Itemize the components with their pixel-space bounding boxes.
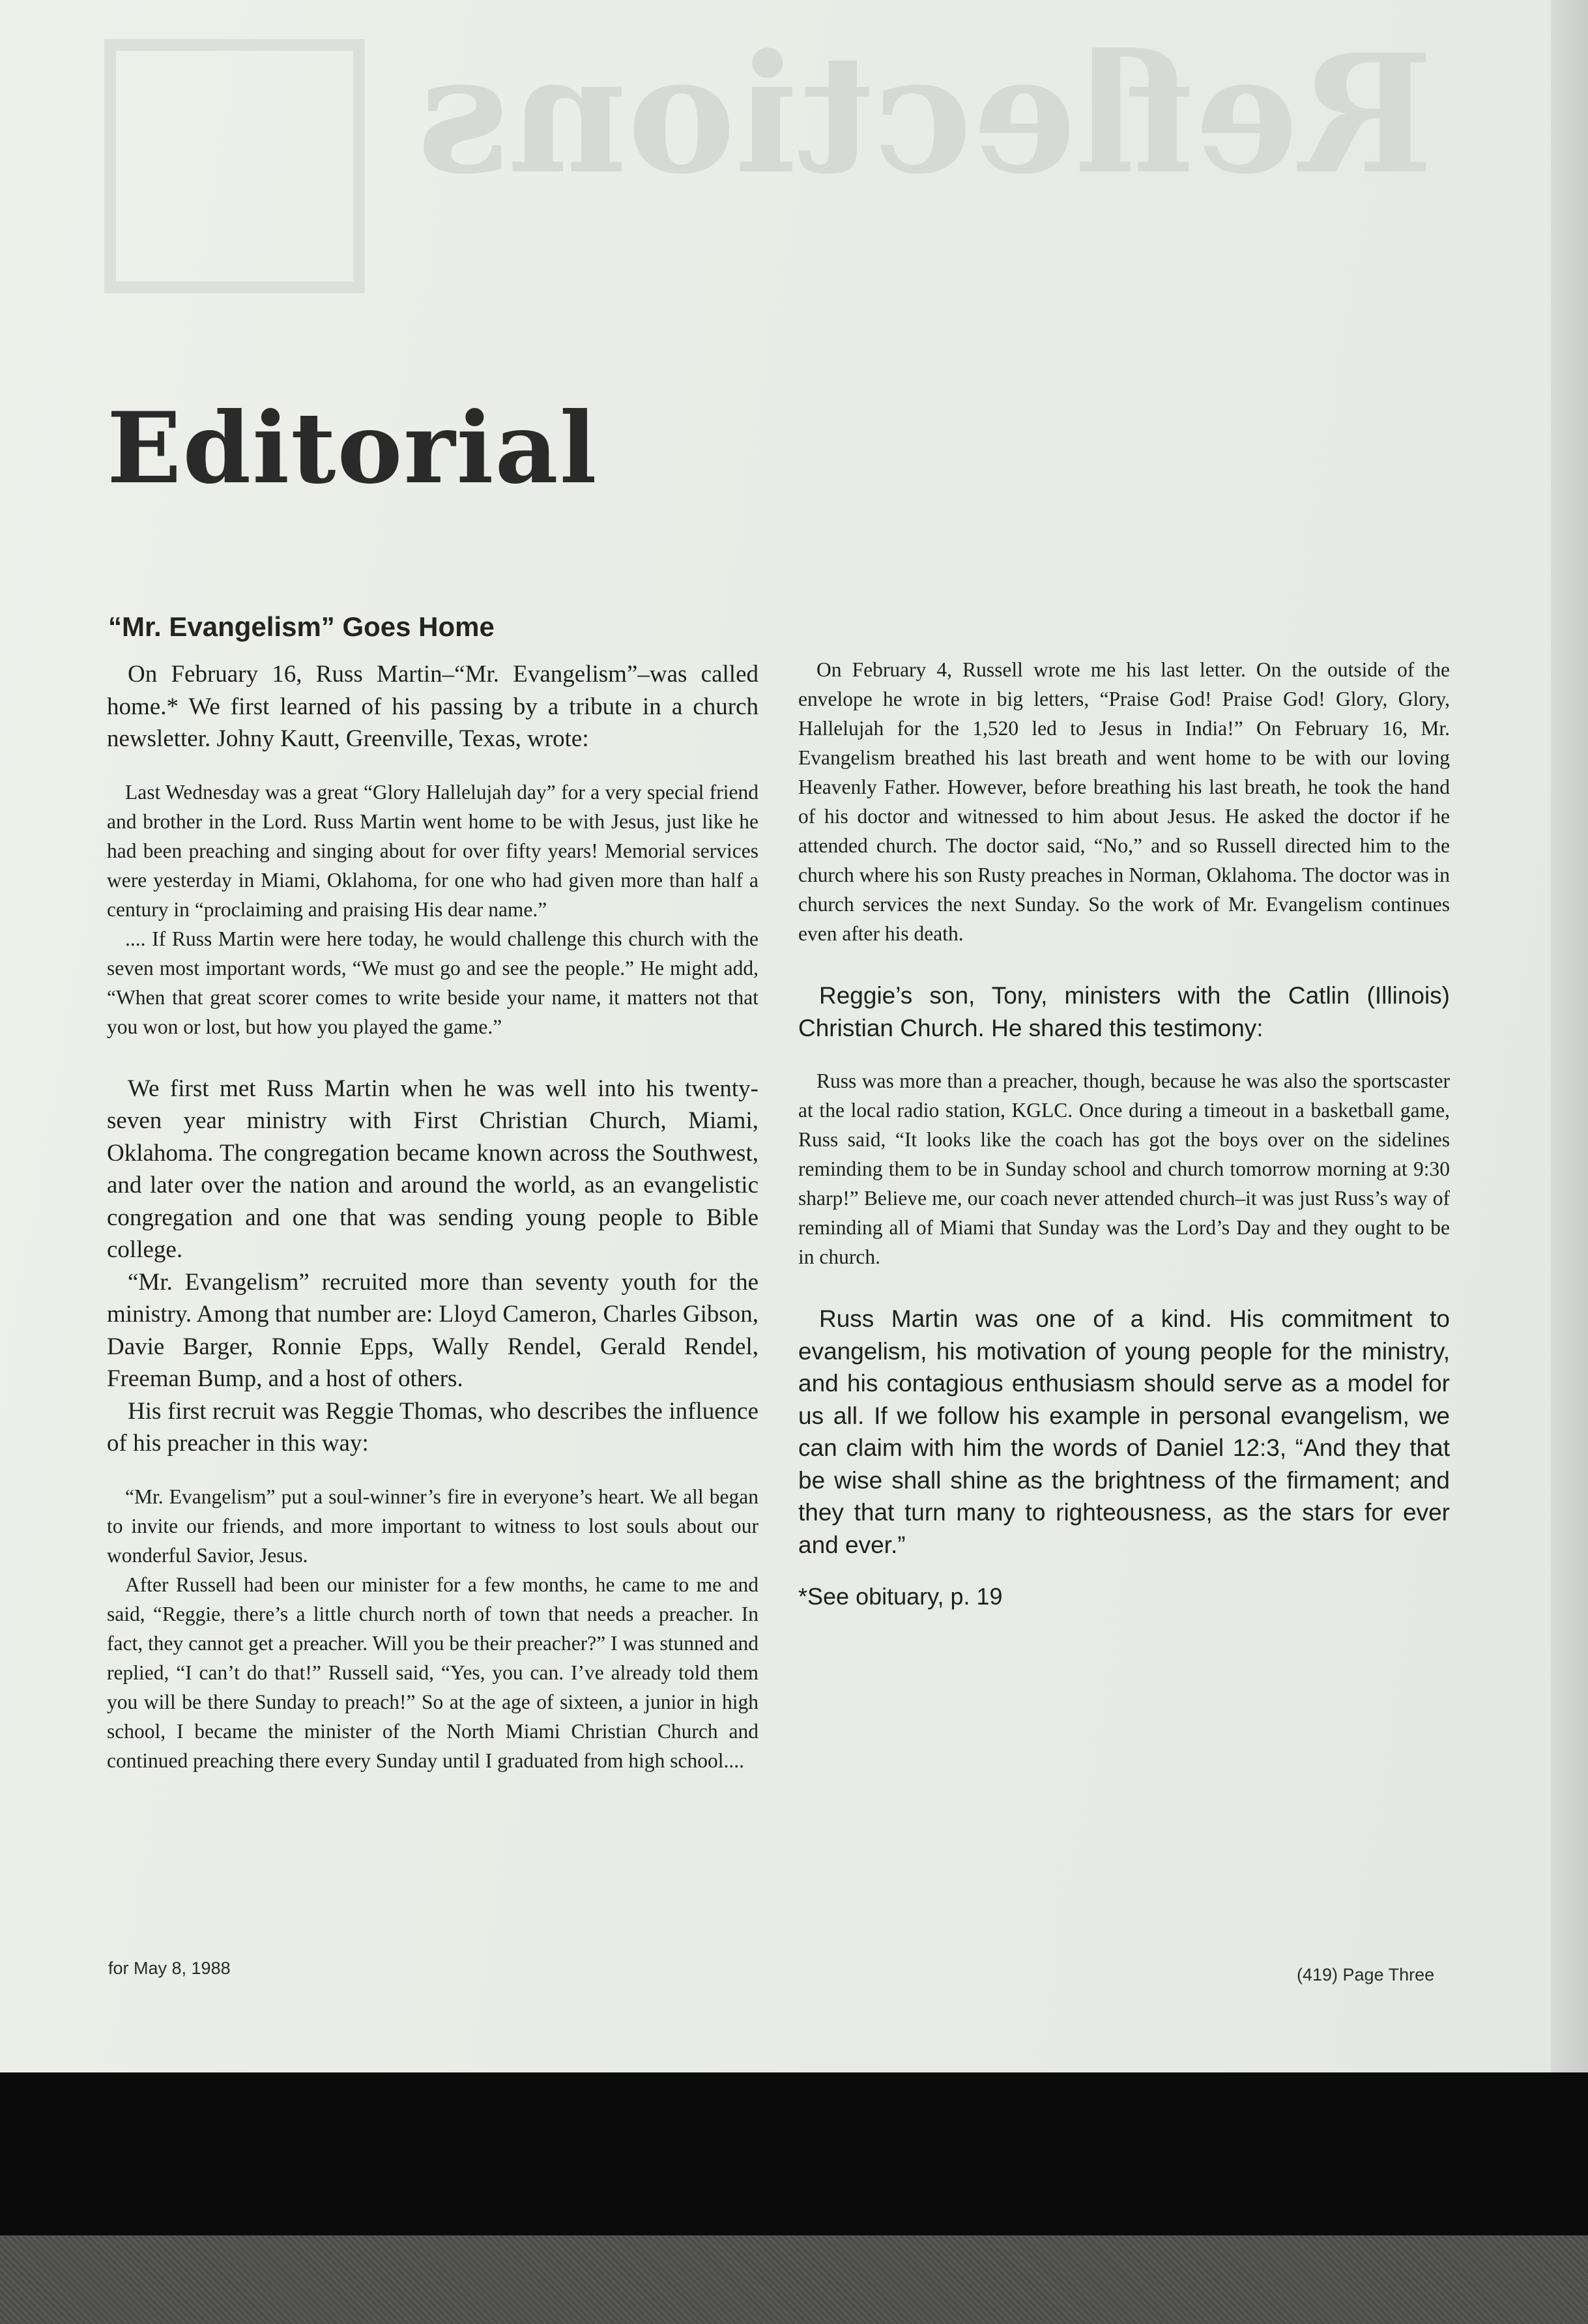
right-column: [798, 655, 1450, 1610]
quote-paragraph: Russ was more than a preacher, though, because he was also the sportscaster at the local radio station, KGLC. Once during a timeout in a basketball game, Russ said, “It looks like the coach has got the boys over on the sidelines reminding them to be in Sunday school and church tomorrow morning at 9:30 sharp!” Believe me, our coach never attended church–it was just Russ’s way of reminding all of Miami that Sunday was the Lord’s Day and they ought to be in church.: [798, 1069, 1450, 1268]
body-paragraph: We first met Russ Martin when he was well into his twenty-seven year ministry with First Christian Church, Miami, Oklahoma. The congregation became known across the Southwest, and later over the nation and around the world, as an evangelistic congregation and one that was sending young people to Bible college.: [107, 1075, 758, 1263]
body-paragraph: Reggie’s son, Tony, ministers with the Catlin (Illinois) Christian Church. He shared this testimony:: [798, 982, 1450, 1041]
reggie-quote-start: [107, 1482, 758, 1775]
reggie-quote-continued: [798, 655, 1450, 948]
quote-paragraph: On February 4, Russell wrote me his last letter. On the outside of the envelope he wrote in big letters, “Praise God! Praise God! Glory, Glory, Hallelujah for the 1,520 led to Jesus in India!” On February 16, Mr. Evangelism breathed his last breath and went home to be with our loving Heavenly Father. However, before breathing his last breath, he took the hand of his doctor and witnessed to him about Jesus. He asked the doctor if he attended church. The doctor said, “No,” and so Russell directed him to the church where his son Rusty preaches in Norman, Oklahoma. The doctor was in church services the next Sunday. So the work of Mr. Evangelism continues even after his death.: [798, 658, 1450, 945]
quote-paragraph: “Mr. Evangelism” put a soul-winner’s fire in everyone’s heart. We all began to invite our friends, and more important to witness to lost souls about our wonderful Savior, Jesus.: [107, 1485, 758, 1567]
show-through-frame: [104, 39, 365, 293]
body-paragraph: His first recruit was Reggie Thomas, who describes the influence of his preacher in this way:: [107, 1397, 758, 1457]
dark-background-band: [0, 2072, 1588, 2235]
quote-paragraph: After Russell had been our minister for a few months, he came to me and said, “Reggie, there’s a little church north of town that needs a preacher. In fact, they cannot get a preacher. Will you be their preacher?” I was stunned and replied, “I can’t do that!” Russell said, “Yes, you can. I’ve already told them you will be there Sunday to preach!” So at the age of sixteen, a junior in high school, I became the minister of the North Miami Christian Church and continued preaching there every Sunday until I graduated from high school....: [107, 1573, 758, 1772]
page-edge: [1551, 0, 1588, 2072]
conclusion-paragraph: Russ Martin was one of a kind. His commitment to evangelism, his motivation of young people for the ministry, and his contagious enthusiasm should serve as a model for us all. If we follow his example in personal evangelism, we can claim with him the words of Daniel 12:3, “And they that be wise shall shine as the brightness of the firmament; and they that turn many to righteousness, as the stars for ever and ever.”: [798, 1305, 1450, 1558]
intro-paragraph: On February 16, Russ Martin–“Mr. Evangelism”–was called home.* We first learned of his passing by a tribute in a church newsletter. Johny Kautt, Greenville, Texas, wrote:: [107, 661, 758, 752]
article-title: “Mr. Evangelism” Goes Home: [108, 611, 495, 642]
footer-date: for May 8, 1988: [108, 1958, 231, 1978]
quote-paragraph: .... If Russ Martin were here today, he would challenge this church with the seven most important words, “We must go and see the people.” He might add, “When that great scorer comes to write beside your name, it matters not that you won or lost, but how you played the game.”: [107, 927, 758, 1038]
tony-quote: [798, 1066, 1450, 1271]
quote-paragraph: Last Wednesday was a great “Glory Hallelujah day” for a very special friend and brother in the Lord. Russ Martin went home to be with Jesus, just like he had been preaching and singing about for over fifty years! Memorial services were yesterday in Miami, Oklahoma, for one who had given more than half a century in “proclaiming and praising His dear name.”: [107, 780, 758, 921]
footnote: *See obituary, p. 19: [798, 1583, 1003, 1610]
section-heading: Editorial: [107, 391, 598, 506]
footer-page-number: (419) Page Three: [1297, 1965, 1435, 1984]
left-column: [107, 658, 758, 1807]
body-paragraph: “Mr. Evangelism” recruited more than seventy youth for the ministry. Among that number are: Lloyd Cameron, Charles Gibson, Davie Barger, Ronnie Epps, Wally Rendel, Gerald Rendel, Freeman Bump, and a host of others.: [107, 1268, 758, 1392]
show-through-text: Reflections: [417, 18, 1434, 210]
newsletter-quote: [107, 777, 758, 1041]
carpet-background: [0, 2235, 1588, 2324]
